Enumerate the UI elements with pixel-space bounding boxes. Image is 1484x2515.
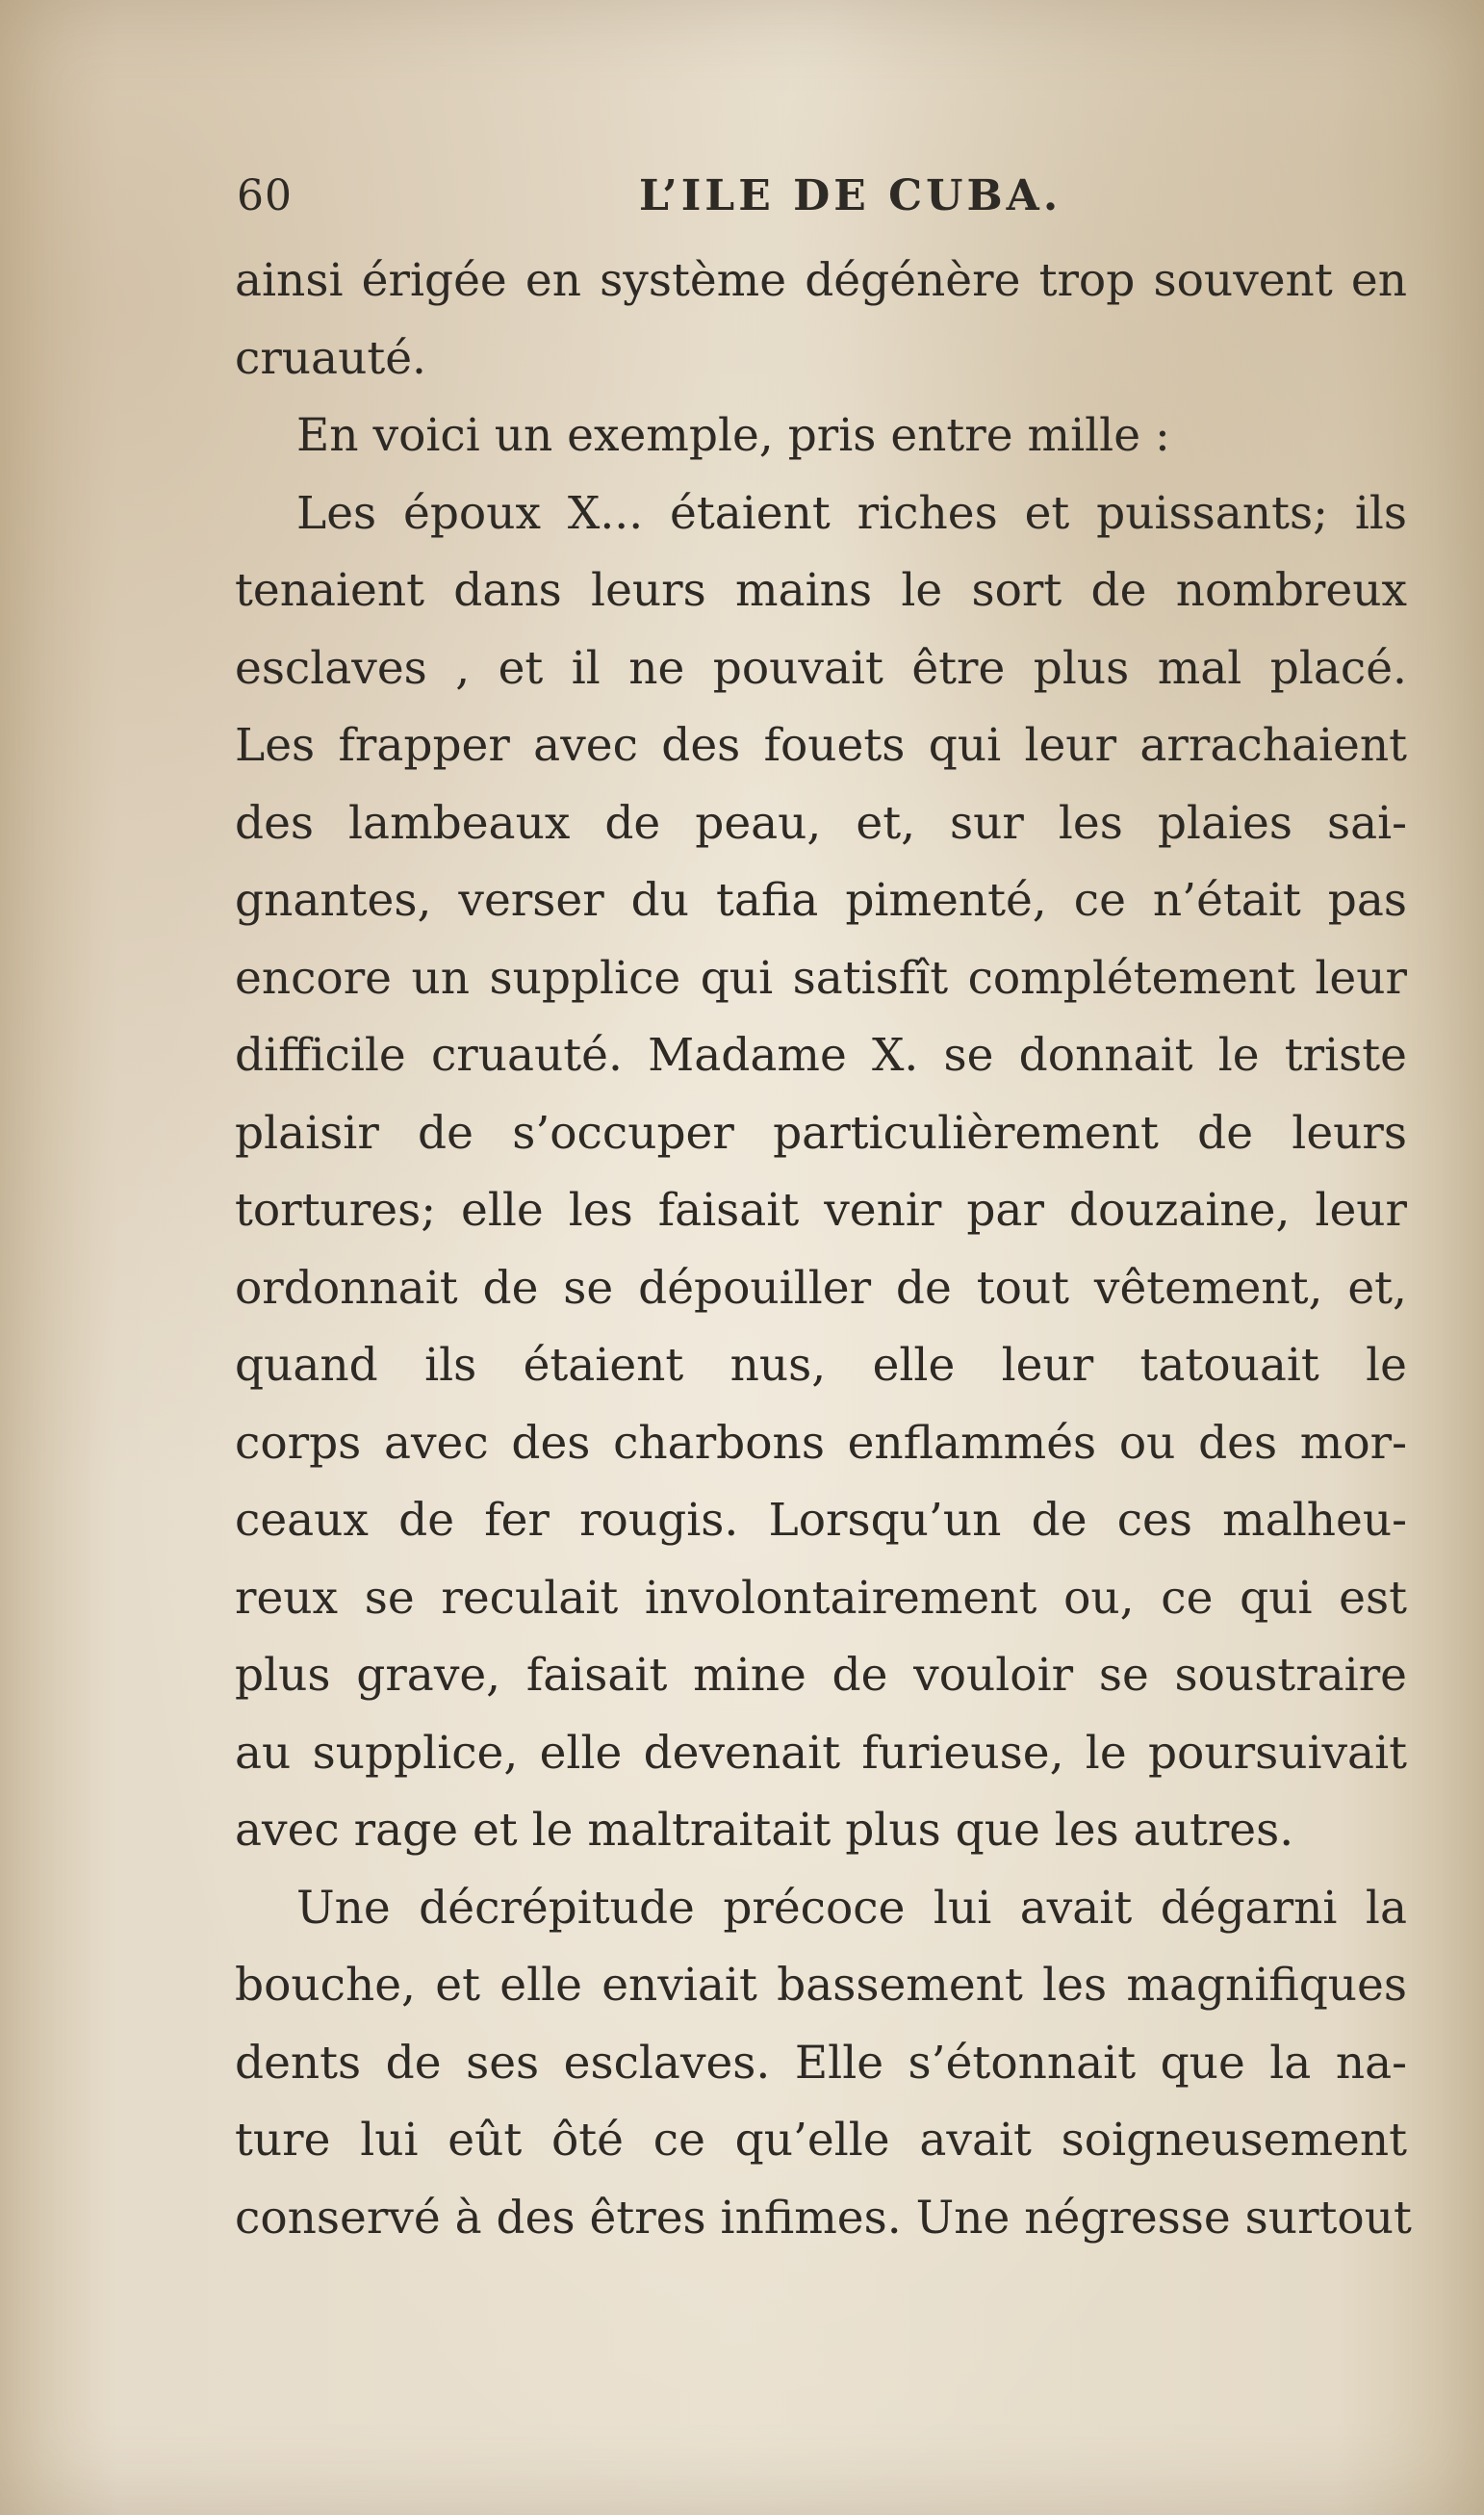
text-line: bouche, et elle enviait bassement les magnifiques xyxy=(235,1959,1407,2012)
text-line: tenaient dans leurs mains le sort de nombreux xyxy=(235,564,1407,617)
text-line: esclaves , et il ne pouvait être plus mal placé. xyxy=(235,641,1407,695)
text-line: En voici un exemple, pris entre mille : xyxy=(296,409,1170,462)
running-title: L’ILE DE CUBA. xyxy=(639,171,1062,220)
text-line: ceaux de fer rougis. Lorsqu’un de ces malheu- xyxy=(235,1494,1407,1547)
body-text xyxy=(235,243,1412,2257)
text-line: difficile cruauté. Madame X. se donnait le triste xyxy=(235,1029,1407,1082)
text-line: des lambeaux de peau, et, sur les plaies sai- xyxy=(235,796,1407,850)
running-head xyxy=(237,171,1420,239)
text-line: ture lui eût ôté ce qu’elle avait soigneusement xyxy=(235,2114,1407,2167)
text-line: dents de ses esclaves. Elle s’étonnait que la na- xyxy=(235,2036,1407,2090)
text-line: plaisir de s’occuper particulièrement de leurs xyxy=(235,1106,1407,1160)
text-line: quand ils étaient nus, elle leur tatouait le xyxy=(235,1339,1407,1392)
text-line: cruauté. xyxy=(235,331,426,385)
text-line: Les frapper avec des fouets qui leur arrachaient xyxy=(235,719,1407,772)
text-line: gnantes, verser du tafia pimenté, ce n’était pas xyxy=(235,874,1407,927)
text-line: corps avec des charbons enflammés ou des mor- xyxy=(235,1416,1407,1470)
text-line: plus grave, faisait mine de vouloir se soustraire xyxy=(235,1649,1407,1702)
text-line: avec rage et le maltraitait plus que les autres. xyxy=(235,1804,1294,1857)
text-line: Les époux X... étaient riches et puissants; ils xyxy=(296,486,1407,540)
text-line: ordonnait de se dépouiller de tout vêtement, et, xyxy=(235,1261,1407,1315)
text-line: reux se reculait involontairement ou, ce qui est xyxy=(235,1571,1407,1625)
text-line: encore un supplice qui satisfît complétement leur xyxy=(235,951,1407,1005)
page-number: 60 xyxy=(237,171,293,220)
text-line: tortures; elle les faisait venir par douzaine, leur xyxy=(235,1184,1407,1237)
text-line: ainsi érigée en système dégénère trop souvent en xyxy=(235,254,1407,307)
text-line: conservé à des êtres infimes. Une négresse surtout xyxy=(235,2191,1412,2245)
text-line: Une décrépitude précoce lui avait dégarni la xyxy=(296,1881,1407,1935)
text-line: au supplice, elle devenait furieuse, le poursuivait xyxy=(235,1726,1407,1780)
